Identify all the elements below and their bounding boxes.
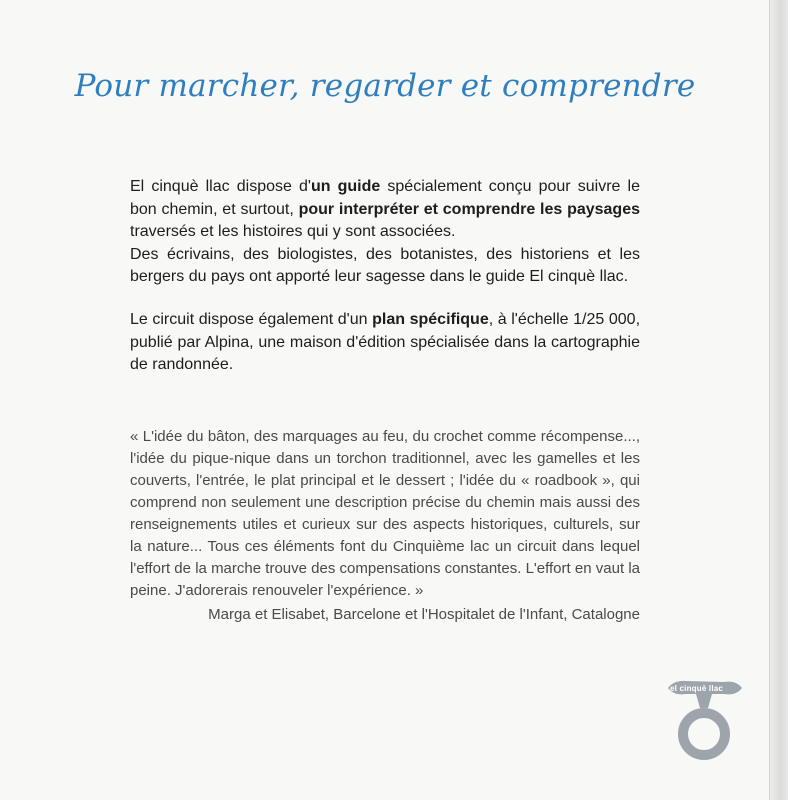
- guide-text-3: traversés et les histoires qui y sont associées.: [130, 223, 456, 240]
- guide-emphasis-2: pour interpréter et comprendre les paysages: [298, 200, 641, 218]
- contributors-text: Des écrivains, des biologistes, des botanistes, des historiens et les bergers du pays ont apporté leur sagesse dans le guide El cinquè llac.: [130, 245, 640, 285]
- map-emphasis: plan spécifique: [372, 311, 489, 328]
- map-paragraph: [130, 309, 640, 377]
- testimonial-quote: « L'idée du bâton, des marquages au feu, du crochet comme récompense..., l'idée du pique-nique dans un torchon traditionnel, avec les gamelles et les couverts, l'entrée, le plat principal et le dessert ; l'idée du « roadbook », qui comprend non seulement une description précise du chemin mais aussi des renseignements utiles et curieux sur des aspects historiques, culturels, sur la nature... Tous ces éléments font du Cinquième lac un circuit dans lequel l'effort de la marche trouve des compensations constantes. L'effort en vaut la peine. J'adorerais renouveler l'expérience. »: [130, 428, 640, 599]
- guide-emphasis-1: un guide: [310, 178, 381, 195]
- map-text-2: , à l'échelle 1/25 000, publié par Alpina, une maison d'édition spécialisée dans la cartographie de randonnée.: [130, 311, 641, 373]
- page-title: Pour marcher, regarder et comprendre: [74, 68, 696, 104]
- map-text-1: Le circuit dispose également d'un: [130, 311, 373, 328]
- testimonial-attribution: Marga et Elisabet, Barcelone et l'Hospitalet de l'Infant, Catalogne: [208, 606, 640, 623]
- guide-text-2: spécialement conçu pour suivre le bon chemin, et surtout,: [130, 178, 640, 218]
- page-spine: [769, 0, 788, 800]
- logo-label: el cinquè llac: [670, 684, 724, 693]
- guide-paragraph: [130, 176, 640, 289]
- guide-text-1: El cinquè llac dispose d': [130, 178, 311, 195]
